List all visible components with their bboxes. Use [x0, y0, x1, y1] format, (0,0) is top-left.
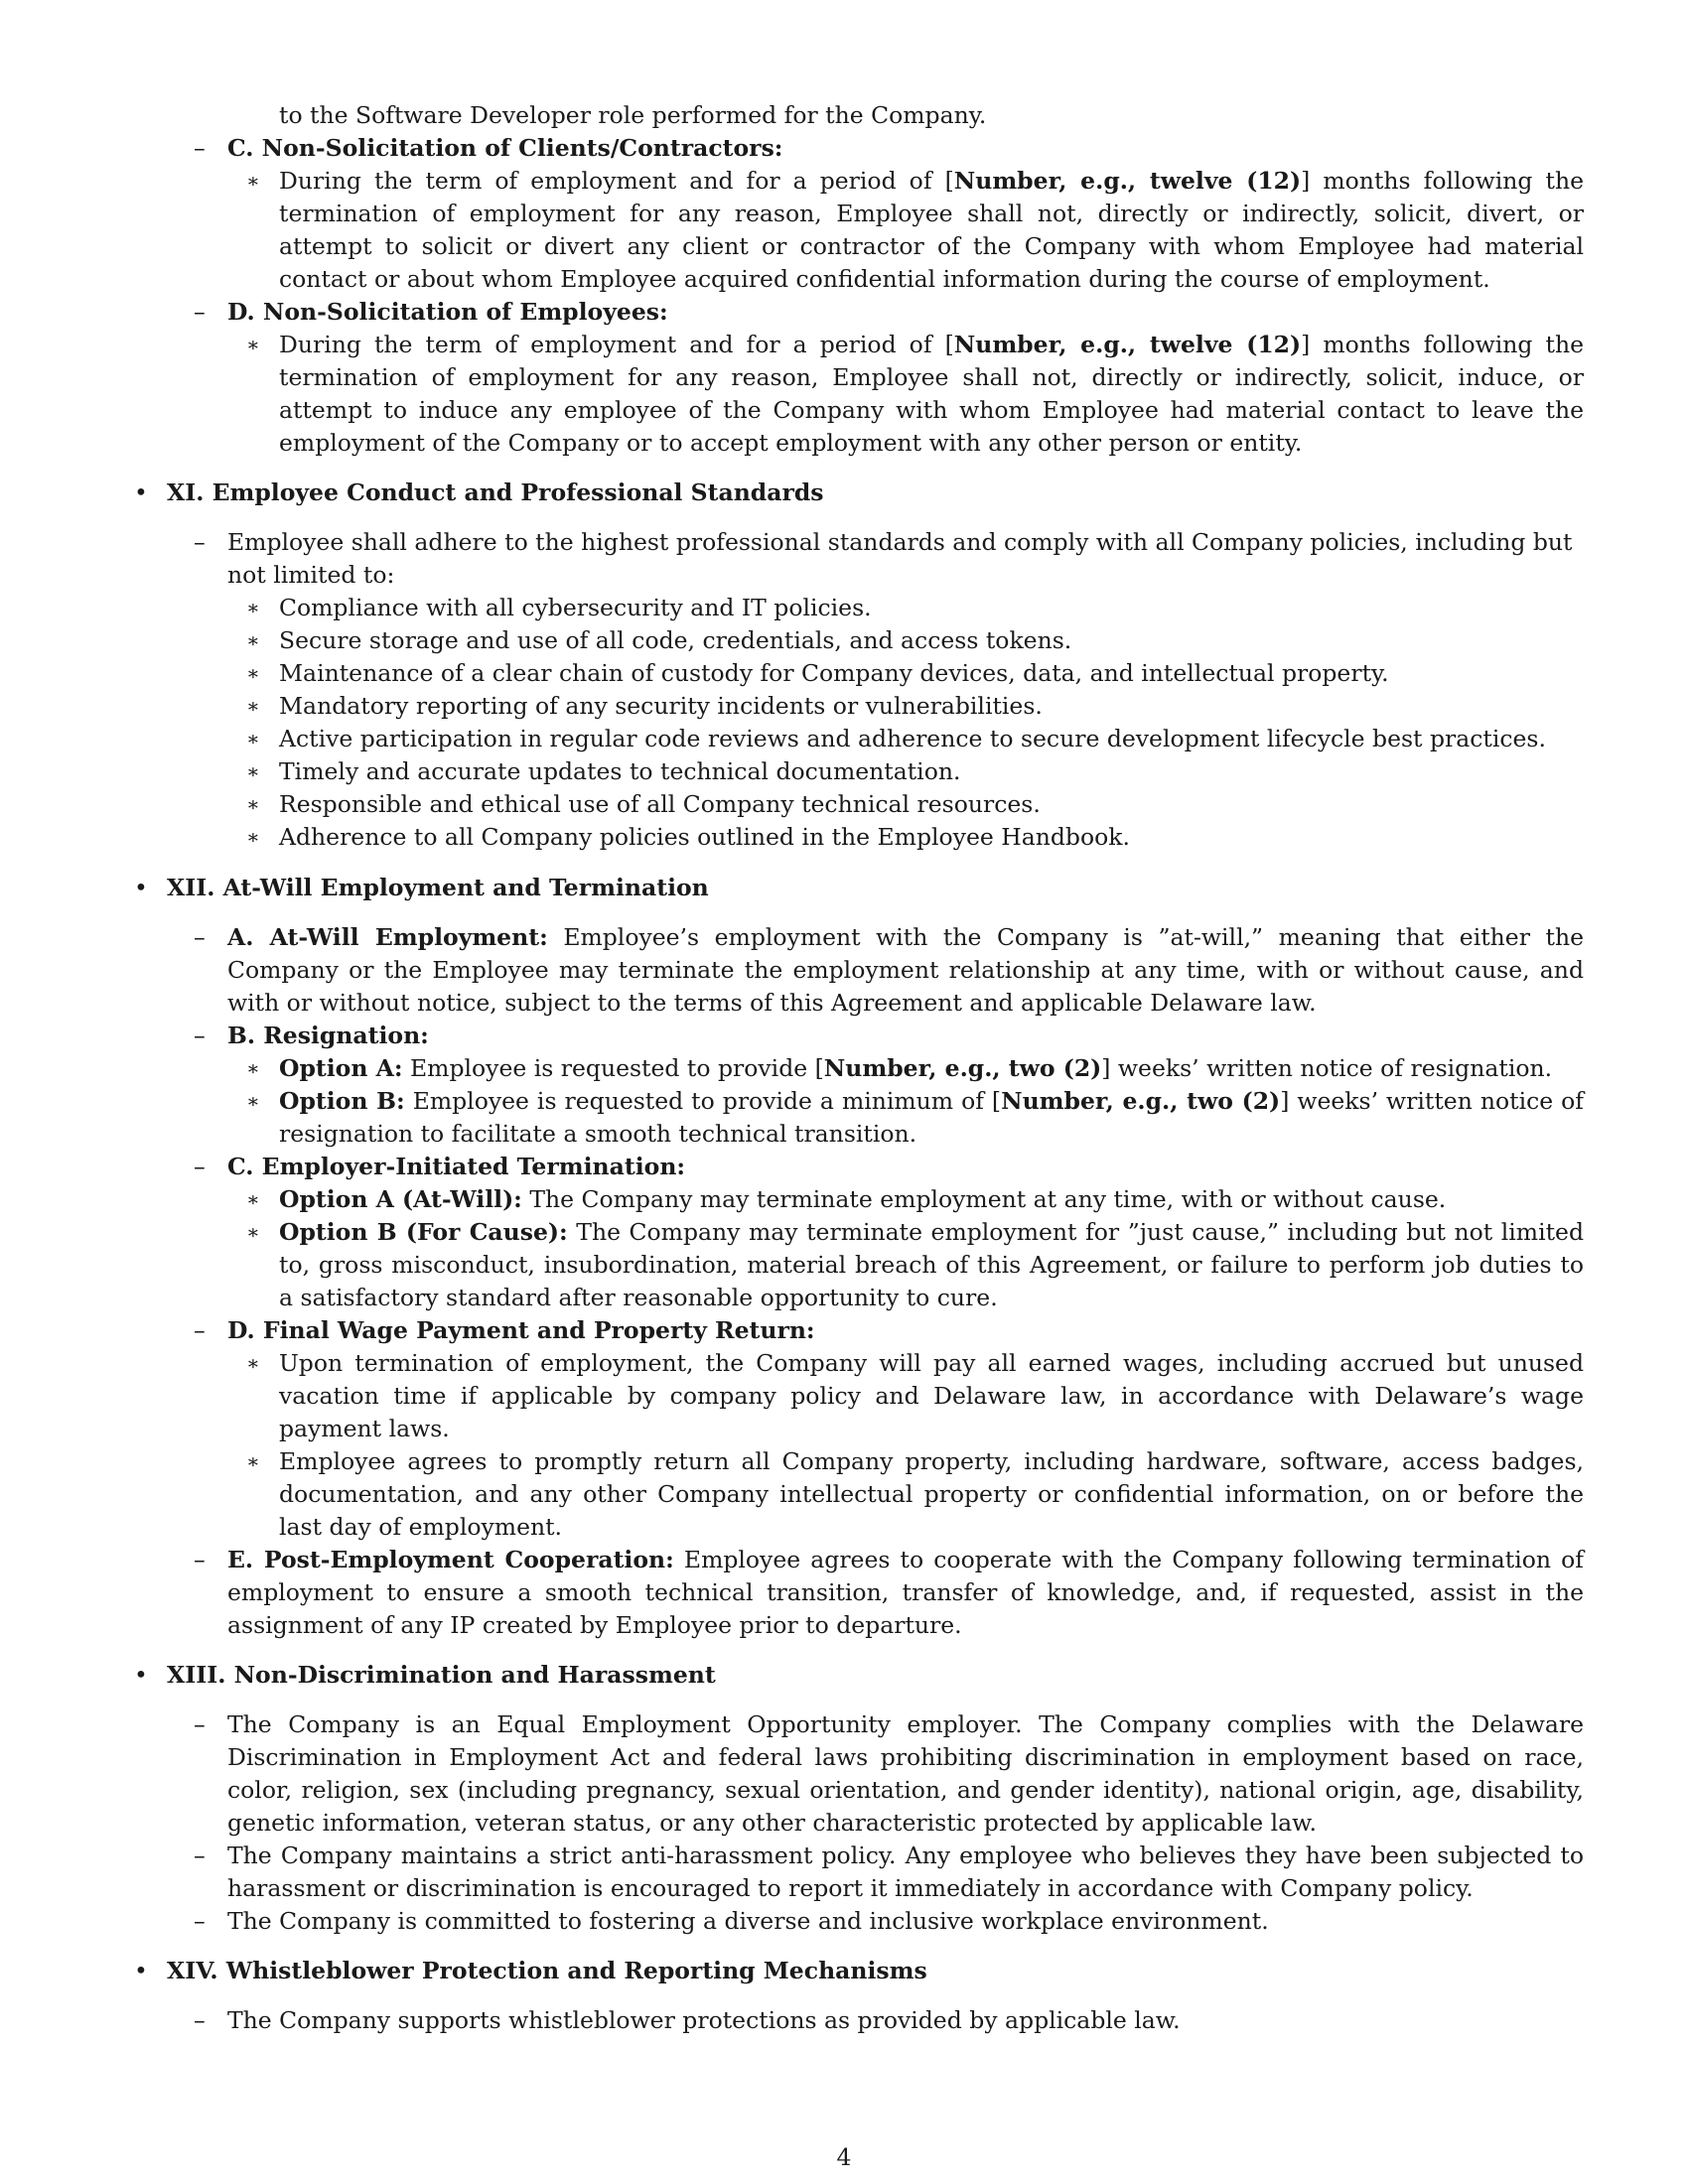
- dash-marker: –: [194, 1710, 206, 1738]
- list-item-xii-b-option-b: ∗ Option B: Employee is requested to provide a minimum of [Number, e.g., two (2)] weeks’ written notice of resignation to facilitate a smooth technical transition.: [246, 1087, 1584, 1148]
- list-item-xi-5: ∗ Active participation in regular code reviews and adherence to secure development lifecycle best practices.: [246, 723, 1584, 755]
- bullet-marker: •: [134, 1957, 148, 1984]
- section-heading-xii: • XII. At-Will Employment and Termination: [134, 872, 1584, 904]
- asterisk-marker: ∗: [246, 169, 260, 193]
- bullet-marker: •: [134, 1661, 148, 1689]
- continuation-text: to the Software Developer role performed for the Company.: [279, 101, 987, 129]
- dash-marker: –: [194, 923, 206, 951]
- list-item-x-d-1: ∗ During the term of employment and for a period of [Number, e.g., twelve (12)] months following the termination of employment for any reason, Employee shall not, directly or indirectly, solicit, induce, or attempt to induce any employee of the Company with whom Employee had material contact to leave the employment of the Company or to accept employment with any other person or entity.: [246, 331, 1585, 457]
- subsection-xii-a: – A. At-Will Employment: Employee’s employment with the Company is ”at-will,” meaning that either the Company or the Employee may terminate the employment relationship at any time, with or without cause, and with or without notice, subject to the terms of this Agreement and applicable Delaware law.: [194, 923, 1584, 1017]
- asterisk-marker: ∗: [246, 1056, 260, 1080]
- dash-marker: –: [194, 1546, 206, 1573]
- asterisk-marker: ∗: [246, 694, 260, 718]
- dash-marker: –: [194, 1907, 206, 1935]
- subsection-xii-e: – E. Post-Employment Cooperation: Employee agrees to cooperate with the Company following termination of employment to ensure a smooth technical transition, transfer of knowledge, and, if requested, assist in the assignment of any IP created by Employee prior to departure.: [194, 1546, 1584, 1639]
- asterisk-marker: ∗: [246, 759, 260, 783]
- list-item-xi-intro: – Employee shall adhere to the highest professional standards and comply with all Company policies, including but not limited to:: [194, 528, 1573, 589]
- bullet-marker: •: [134, 874, 148, 901]
- list-item-xiv-1: – The Company supports whistleblower protections as provided by applicable law.: [194, 2004, 1584, 2037]
- list-item-x-c-1: ∗ During the term of employment and for a period of [Number, e.g., twelve (12)] months following the termination of employment for any reason, Employee shall not, directly or indirectly, solicit, divert, or attempt to solicit or divert any client or contractor of the Company with whom Employee had material contact or about whom Employee acquired confidential information during the course of employment.: [246, 167, 1585, 293]
- list-item-xii-d-1: ∗ Upon termination of employment, the Company will pay all earned wages, including accrued but unused vacation time if applicable by company policy and Delaware law, in accordance with Delaware’s wage payment laws.: [246, 1349, 1584, 1442]
- list-item-xii-c-option-b: ∗ Option B (For Cause): The Company may terminate employment for ”just cause,” including but not limited to, gross misconduct, insubordination, material breach of this Agreement, or failure to perform job duties to a satisfactory standard after reasonable opportunity to cure.: [246, 1218, 1584, 1311]
- subsection-heading-xii-c: – C. Employer-Initiated Termination:: [194, 1151, 1584, 1183]
- subsection-heading-xii-d: – D. Final Wage Payment and Property Return:: [194, 1314, 1584, 1347]
- list-item-xi-8: ∗ Adherence to all Company policies outlined in the Employee Handbook.: [246, 821, 1584, 854]
- asterisk-marker: ∗: [246, 1449, 260, 1473]
- asterisk-marker: ∗: [246, 825, 260, 849]
- dash-marker: –: [194, 528, 206, 556]
- asterisk-marker: ∗: [246, 1187, 260, 1211]
- dash-marker: –: [194, 134, 206, 162]
- list-item-xiii-1: – The Company is an Equal Employment Opportunity employer. The Company complies with the Delaware Discrimination in Employment Act and federal laws prohibiting discrimination in employment based on race, color, religion, sex (including pregnancy, sexual orientation, and gender identity), national origin, age, disability, genetic information, veteran status, or any other characteristic protected by applicable law.: [194, 1710, 1584, 1837]
- bullet-marker: •: [134, 478, 148, 506]
- asterisk-marker: ∗: [246, 727, 260, 751]
- dash-marker: –: [194, 1153, 206, 1180]
- list-item-xiii-3: – The Company is committed to fostering a diverse and inclusive workplace environment.: [194, 1905, 1584, 1938]
- asterisk-marker: ∗: [246, 1220, 260, 1244]
- asterisk-marker: ∗: [246, 661, 260, 685]
- list-item-xi-6: ∗ Timely and accurate updates to technical documentation.: [246, 755, 1584, 788]
- subsection-heading-xii-b: – B. Resignation:: [194, 1020, 1584, 1052]
- list-item-xi-2: ∗ Secure storage and use of all code, credentials, and access tokens.: [246, 624, 1584, 657]
- section-heading-xiv: • XIV. Whistleblower Protection and Reporting Mechanisms: [134, 1955, 1584, 1987]
- asterisk-marker: ∗: [246, 596, 260, 619]
- list-item-xii-c-option-a: ∗ Option A (At-Will): The Company may terminate employment at any time, with or without cause.: [246, 1183, 1584, 1216]
- list-item-xi-1: ∗ Compliance with all cybersecurity and IT policies.: [246, 592, 1584, 624]
- list-item-xii-d-2: ∗ Employee agrees to promptly return all Company property, including hardware, software, access badges, documentation, and any other Company intellectual property or confidential information, on or before the last day of employment.: [246, 1447, 1584, 1541]
- section-heading-xi: • XI. Employee Conduct and Professional Standards: [134, 477, 1584, 509]
- dash-marker: –: [194, 1316, 206, 1344]
- asterisk-marker: ∗: [246, 1351, 260, 1375]
- list-item-xi-4: ∗ Mandatory reporting of any security incidents or vulnerabilities.: [246, 690, 1584, 723]
- list-item-xi-3: ∗ Maintenance of a clear chain of custody for Company devices, data, and intellectual property.: [246, 657, 1584, 690]
- list-item-xi-7: ∗ Responsible and ethical use of all Company technical resources.: [246, 788, 1584, 821]
- section-heading-xiii: • XIII. Non-Discrimination and Harassment: [134, 1659, 1584, 1692]
- asterisk-marker: ∗: [246, 628, 260, 652]
- subsection-heading-x-c: – C. Non-Solicitation of Clients/Contractors:: [194, 132, 1584, 165]
- asterisk-marker: ∗: [246, 792, 260, 816]
- dash-marker: –: [194, 2006, 206, 2034]
- list-item-xiii-2: – The Company maintains a strict anti-harassment policy. Any employee who believes they have been subjected to harassment or discrimination is encouraged to report it immediately in accordance with Company policy.: [194, 1842, 1584, 1902]
- page-number: 4: [836, 2143, 852, 2171]
- list-item-xii-b-option-a: ∗ Option A: Employee is requested to provide [Number, e.g., two (2)] weeks’ written notice of resignation.: [246, 1052, 1584, 1085]
- dash-marker: –: [194, 1842, 206, 1869]
- dash-marker: –: [194, 298, 206, 326]
- asterisk-marker: ∗: [246, 1089, 260, 1113]
- subsection-heading-x-d: – D. Non-Solicitation of Employees:: [194, 296, 1584, 329]
- asterisk-marker: ∗: [246, 333, 260, 356]
- dash-marker: –: [194, 1022, 206, 1049]
